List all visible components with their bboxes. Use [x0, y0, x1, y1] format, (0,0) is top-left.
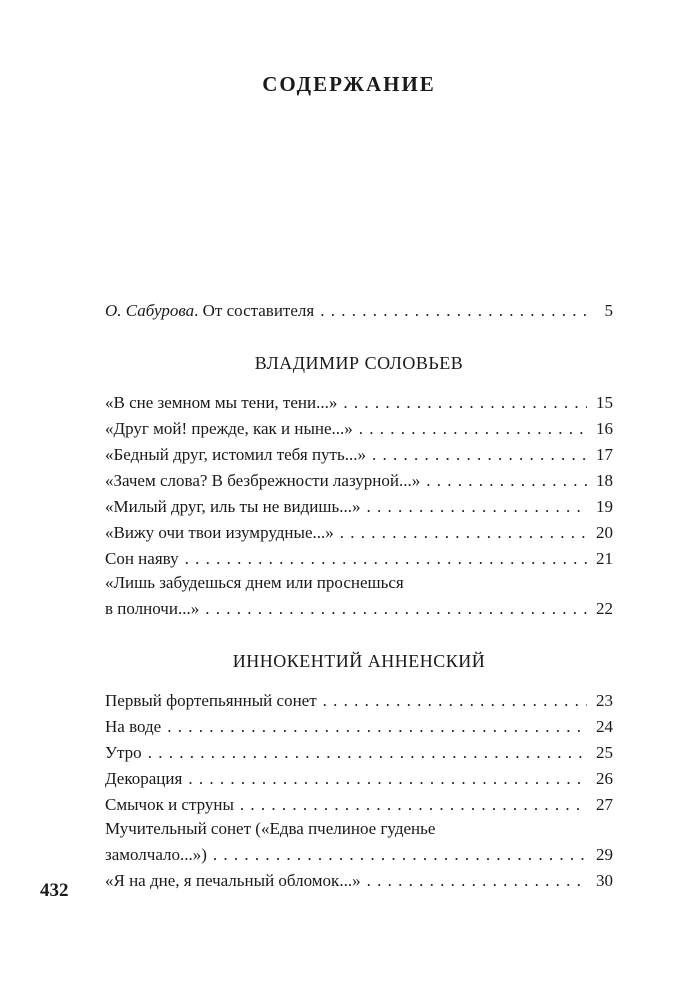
toc-entry-page: 24	[596, 717, 613, 736]
toc-entry[interactable]	[105, 493, 613, 519]
toc-entry-title: На воде	[105, 717, 162, 736]
toc-entry[interactable]	[105, 739, 613, 765]
toc-entry-title: «Бедный друг, истомил тебя путь...»	[105, 445, 366, 464]
toc-entry[interactable]	[105, 415, 613, 441]
toc-entry-title-line2: замолчало...»)	[105, 845, 207, 864]
toc-entry-title: «Милый друг, иль ты не видишь...»	[105, 497, 361, 516]
toc-entry[interactable]	[105, 571, 613, 621]
toc-entry-page: 23	[596, 691, 613, 710]
dot-leader	[359, 417, 587, 441]
toc-entry-intro[interactable]	[105, 297, 613, 323]
section-heading-annensky: ИННОКЕНТИЙ АННЕНСКИЙ	[232, 651, 486, 671]
toc-entry-title: «Я на дне, я печальный обломок...»	[105, 871, 361, 890]
dot-leader	[367, 495, 588, 519]
toc-entry[interactable]	[105, 389, 613, 415]
toc-entry-title: Декорация	[105, 769, 183, 788]
toc-entry-page: 16	[596, 419, 613, 438]
toc-entry-title: «В сне земном мы тени, тени...»	[105, 393, 338, 412]
toc-entry[interactable]	[105, 467, 613, 493]
toc-entry-page: 17	[596, 445, 613, 464]
toc-entry-page: 18	[596, 471, 613, 490]
dot-leader	[185, 547, 587, 571]
dot-leader	[372, 443, 587, 467]
toc-entry-page: 30	[596, 871, 613, 890]
toc-entry-title-line1: Мучительный сонет («Едва пчелиное гуденье	[105, 819, 436, 838]
toc-entry-page: 5	[604, 301, 613, 320]
toc-entry-title: «Вижу очи твои изумрудные...»	[105, 523, 334, 542]
toc-entry[interactable]	[105, 765, 613, 791]
toc-entry[interactable]	[105, 441, 613, 467]
toc-entry[interactable]	[105, 687, 613, 713]
toc-entry-title: «Зачем слова? В безбрежности лазурной...»	[105, 471, 421, 490]
toc-entry-page: 21	[596, 549, 613, 568]
toc-entry-title: Утро	[105, 743, 142, 762]
toc-entry-page: 29	[596, 845, 613, 864]
toc-entry-page: 19	[596, 497, 613, 516]
dot-leader	[340, 521, 587, 545]
toc-entry-title-line2: в полночи...»	[105, 599, 200, 618]
toc-entry[interactable]	[105, 545, 613, 571]
dot-leader	[367, 869, 587, 893]
dot-leader	[426, 469, 587, 493]
dot-leader	[167, 715, 587, 739]
section-heading-solovyov: ВЛАДИМИР СОЛОВЬЕВ	[254, 353, 464, 373]
toc-entry-title-line1: «Лишь забудешься днем или проснешься	[105, 573, 404, 592]
page-number: 432	[40, 880, 69, 901]
toc-entry-title: О. Сабурова. От составителя	[105, 301, 315, 320]
toc-entry[interactable]	[105, 713, 613, 739]
toc-entry-page: 26	[596, 769, 613, 788]
dot-leader	[148, 741, 587, 765]
toc-entry-title: Сон наяву	[105, 549, 179, 568]
toc-entry-title: Смычок и струны	[105, 795, 234, 814]
toc-entry-title: Первый фортепьянный сонет	[105, 691, 317, 710]
toc-entry-page: 15	[596, 393, 613, 412]
dot-leader	[323, 689, 587, 713]
toc-entry[interactable]	[105, 519, 613, 545]
toc-entry-page: 25	[596, 743, 613, 762]
toc-entry[interactable]	[105, 791, 613, 817]
page-title: СОДЕРЖАНИЕ	[262, 72, 436, 96]
toc-entry-page: 27	[596, 795, 613, 814]
dot-leader	[213, 843, 587, 867]
dot-leader	[320, 299, 587, 323]
toc-entry[interactable]	[105, 817, 613, 867]
toc-entry-page: 20	[596, 523, 613, 542]
dot-leader	[240, 793, 587, 817]
dot-leader	[205, 597, 587, 621]
dot-leader	[343, 391, 587, 415]
table-of-contents	[105, 297, 613, 893]
toc-entry-page: 22	[596, 599, 613, 618]
toc-entry-title: «Друг мой! прежде, как и ныне...»	[105, 419, 353, 438]
toc-entry[interactable]	[105, 867, 613, 893]
toc-entry-author: О. Сабурова	[105, 301, 195, 320]
dot-leader	[188, 767, 587, 791]
